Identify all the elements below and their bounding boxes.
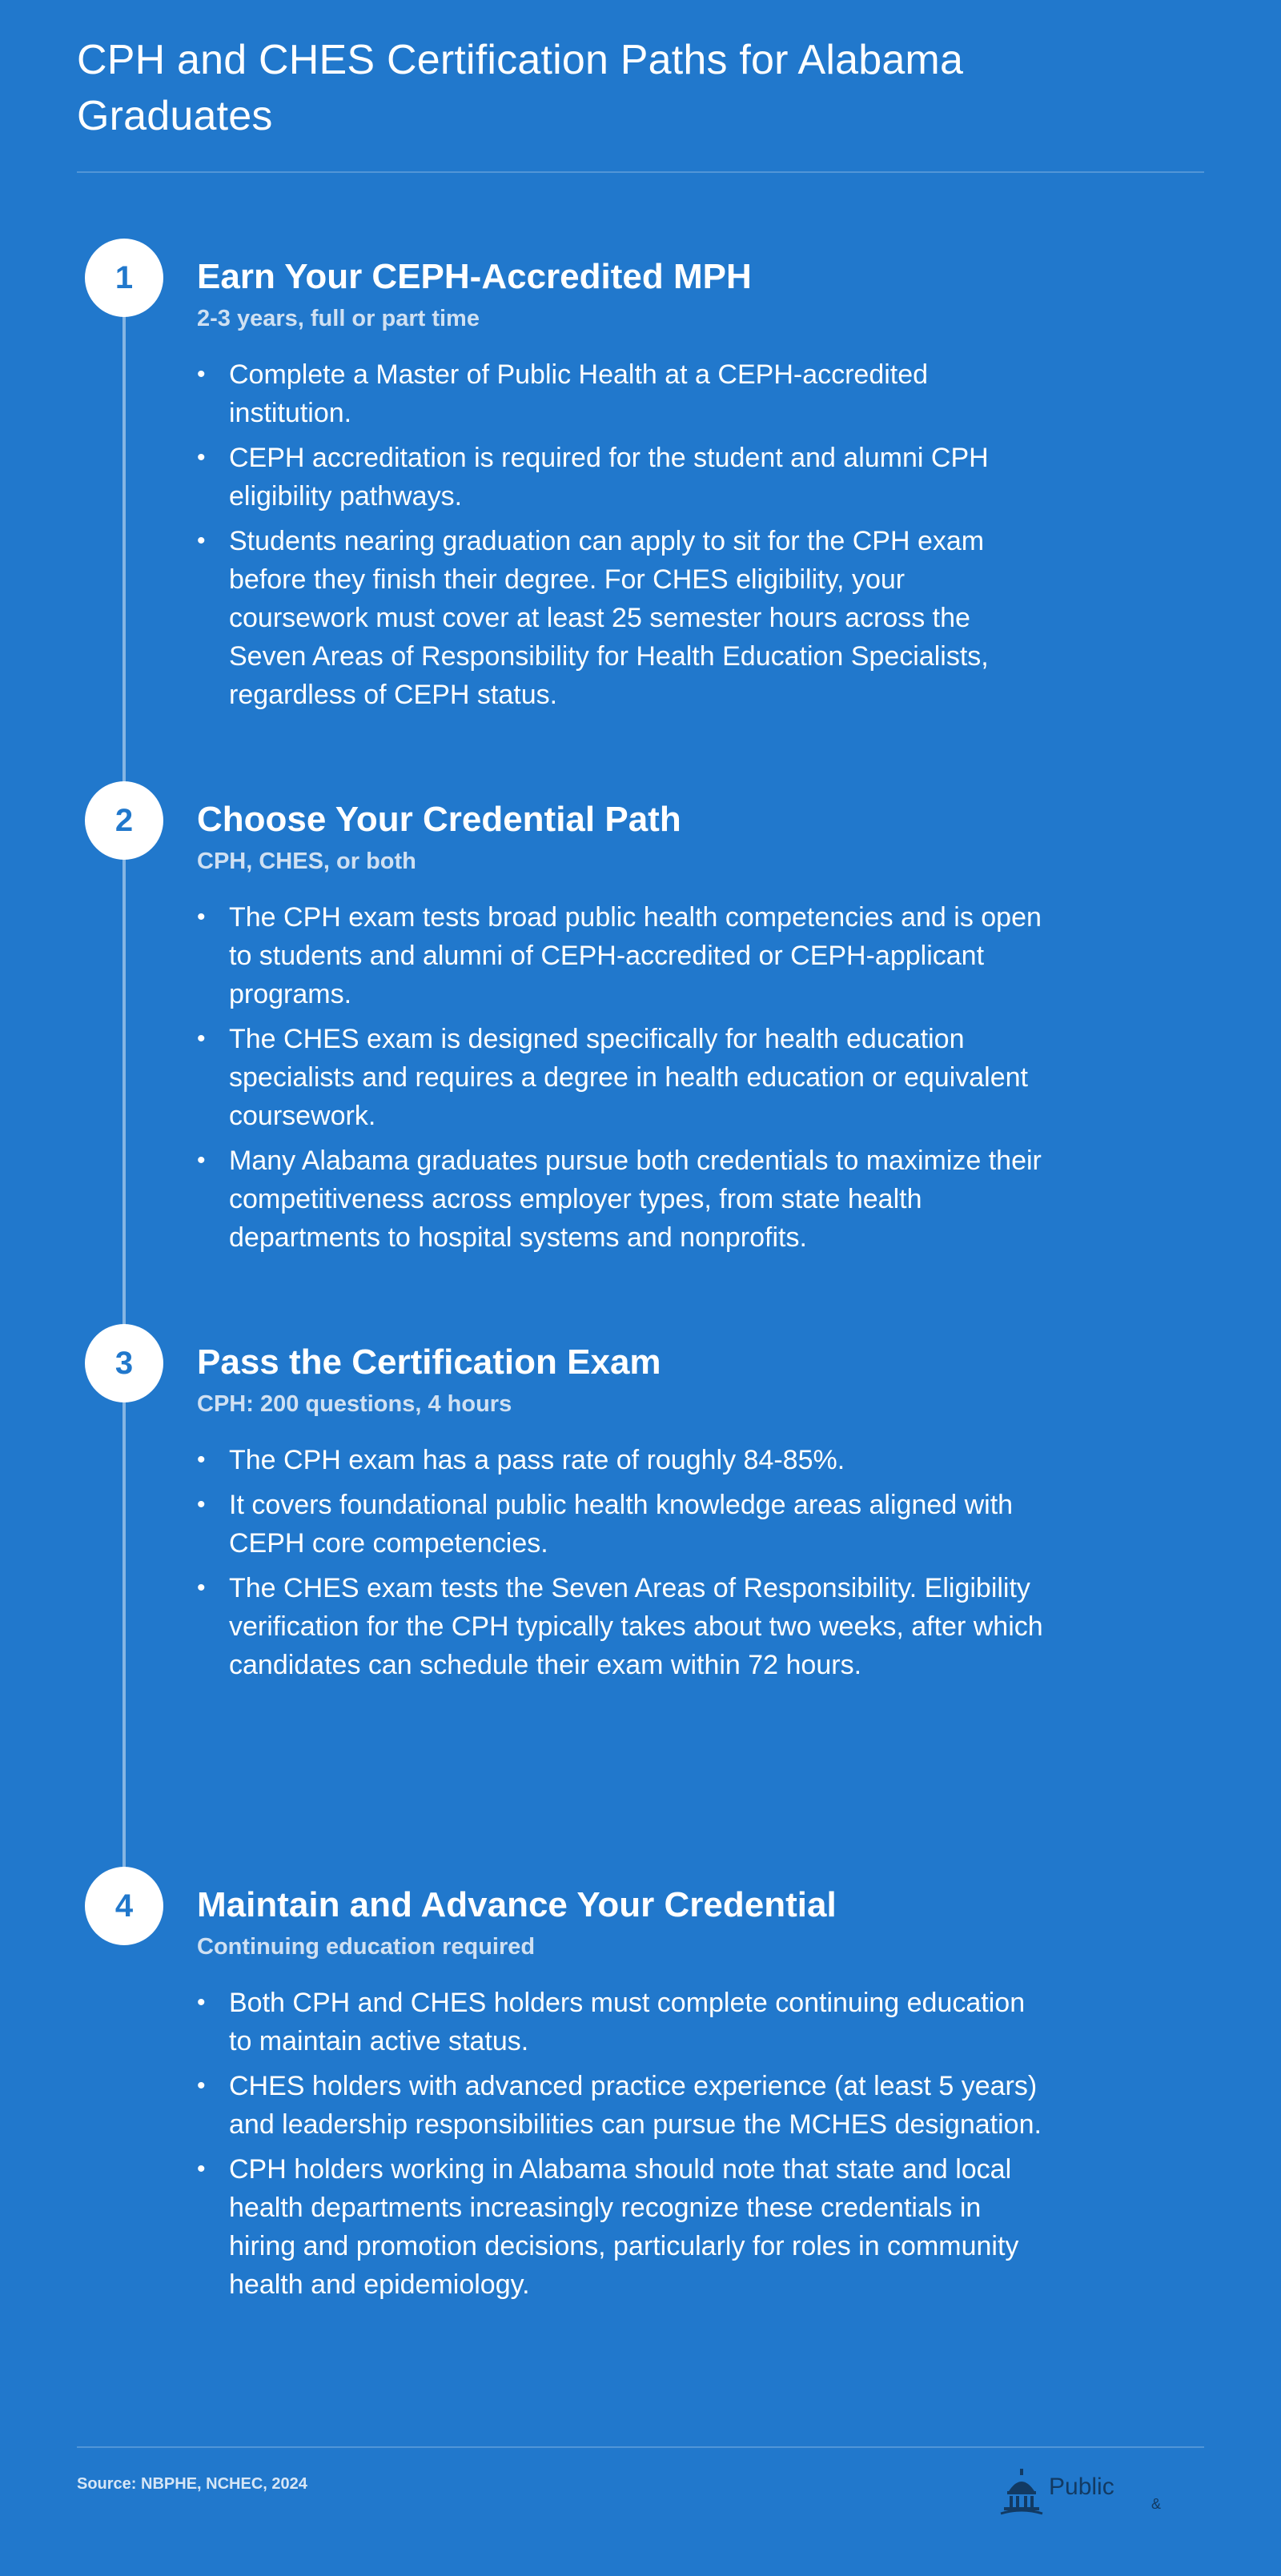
timeline-line — [122, 280, 126, 1873]
list-item — [197, 1142, 1046, 1257]
bullet-text: CEPH accreditation is required for the student and alumni CPH eligibility pathways. — [229, 443, 989, 512]
list-item — [197, 355, 1046, 432]
bullet-icon: • — [197, 904, 206, 930]
bullet-icon: • — [197, 361, 206, 387]
bullet-icon: • — [197, 2156, 206, 2182]
list-item — [197, 1486, 1046, 1563]
bullet-text: CPH holders working in Alabama should note that state and local health departments increasingly recognize these credentials in hiring and promotion decisions, particularly for roles in community health and epidemiology. — [229, 2154, 1019, 2300]
site-logo[interactable] — [998, 2467, 1114, 2518]
step-number-badge: 4 — [85, 1867, 163, 1945]
logo-ampersand: & — [1151, 2496, 1162, 2512]
bullet-icon: • — [197, 1491, 206, 1518]
bullet-text: The CPH exam tests broad public health competencies and is open to students and alumni of CEPH-accredited or CEPH-applicant programs. — [229, 902, 1042, 1009]
step-title: Earn Your CEPH-Accredited MPH — [197, 257, 752, 296]
list-item — [197, 439, 1046, 516]
page-header — [77, 32, 1204, 144]
list-item — [197, 1569, 1046, 1684]
bullet-icon: • — [197, 1025, 206, 1052]
capitol-dome-icon — [998, 2467, 1046, 2518]
step-title: Maintain and Advance Your Credential — [197, 1885, 837, 1924]
list-item — [197, 2150, 1046, 2304]
step-bullet-list — [197, 898, 1046, 1263]
step-bullet-list — [197, 1441, 1046, 1691]
step-subtitle: CPH, CHES, or both — [197, 849, 416, 874]
list-item — [197, 1441, 1046, 1479]
bullet-text: The CHES exam tests the Seven Areas of Responsibility. Eligibility verification for the CPH typically takes about two weeks, after which candidates can schedule their exam within 72 hours. — [229, 1573, 1043, 1680]
bullet-text: Students nearing graduation can apply to sit for the CPH exam before they finish their degree. For CHES eligibility, your coursework must cover at least 25 semester hours across the Seven Areas of Responsibility for Health Education Specialists, regardless of CEPH status. — [229, 526, 989, 710]
bullet-text: Complete a Master of Public Health at a CEPH-accredited institution. — [229, 359, 929, 428]
bullet-icon: • — [197, 528, 206, 554]
step-number-badge: 3 — [85, 1324, 163, 1402]
bullet-text: Many Alabama graduates pursue both credentials to maximize their competitiveness across employer types, from state health departments to hospital systems and nonprofits. — [229, 1146, 1042, 1253]
list-item — [197, 1984, 1046, 2060]
bullet-icon: • — [197, 2072, 206, 2099]
step-bullet-list — [197, 1984, 1046, 2310]
list-item — [197, 2067, 1046, 2144]
bullet-text: It covers foundational public health knowledge areas aligned with CEPH core competencies. — [229, 1490, 1014, 1559]
page-title: CPH and CHES Certification Paths for Alabama Graduates — [77, 37, 964, 139]
list-item — [197, 1020, 1046, 1135]
bullet-icon: • — [197, 1446, 206, 1473]
step-number-badge: 1 — [85, 239, 163, 317]
step-number-badge: 2 — [85, 781, 163, 860]
source-citation: Source: NBPHE, NCHEC, 2024 — [77, 2475, 307, 2493]
header-divider — [77, 171, 1204, 173]
step-subtitle: Continuing education required — [197, 1934, 536, 1960]
bullet-icon: • — [197, 1147, 206, 1174]
bullet-text: The CPH exam has a pass rate of roughly 84-85%. — [229, 1445, 845, 1475]
list-item — [197, 522, 1046, 714]
step-subtitle: 2-3 years, full or part time — [197, 306, 480, 331]
bullet-icon: • — [197, 444, 206, 471]
bullet-text: The CHES exam is designed specifically for health education specialists and requires a degree in health education or equivalent coursework. — [229, 1024, 1028, 1131]
bullet-text: Both CPH and CHES holders must complete continuing education to maintain active status. — [229, 1988, 1026, 2056]
step-title: Pass the Certification Exam — [197, 1342, 661, 1382]
step-title: Choose Your Credential Path — [197, 800, 681, 839]
step-subtitle: CPH: 200 questions, 4 hours — [197, 1391, 512, 1417]
bullet-icon: • — [197, 1989, 206, 2016]
step-bullet-list — [197, 355, 1046, 720]
logo-text: Public — [1049, 2474, 1114, 2500]
list-item — [197, 898, 1046, 1013]
bullet-text: CHES holders with advanced practice experience (at least 5 years) and leadership responsibilities can pursue the MCHES designation. — [229, 2071, 1042, 2140]
bullet-icon: • — [197, 1575, 206, 1601]
footer-divider — [77, 2446, 1204, 2448]
